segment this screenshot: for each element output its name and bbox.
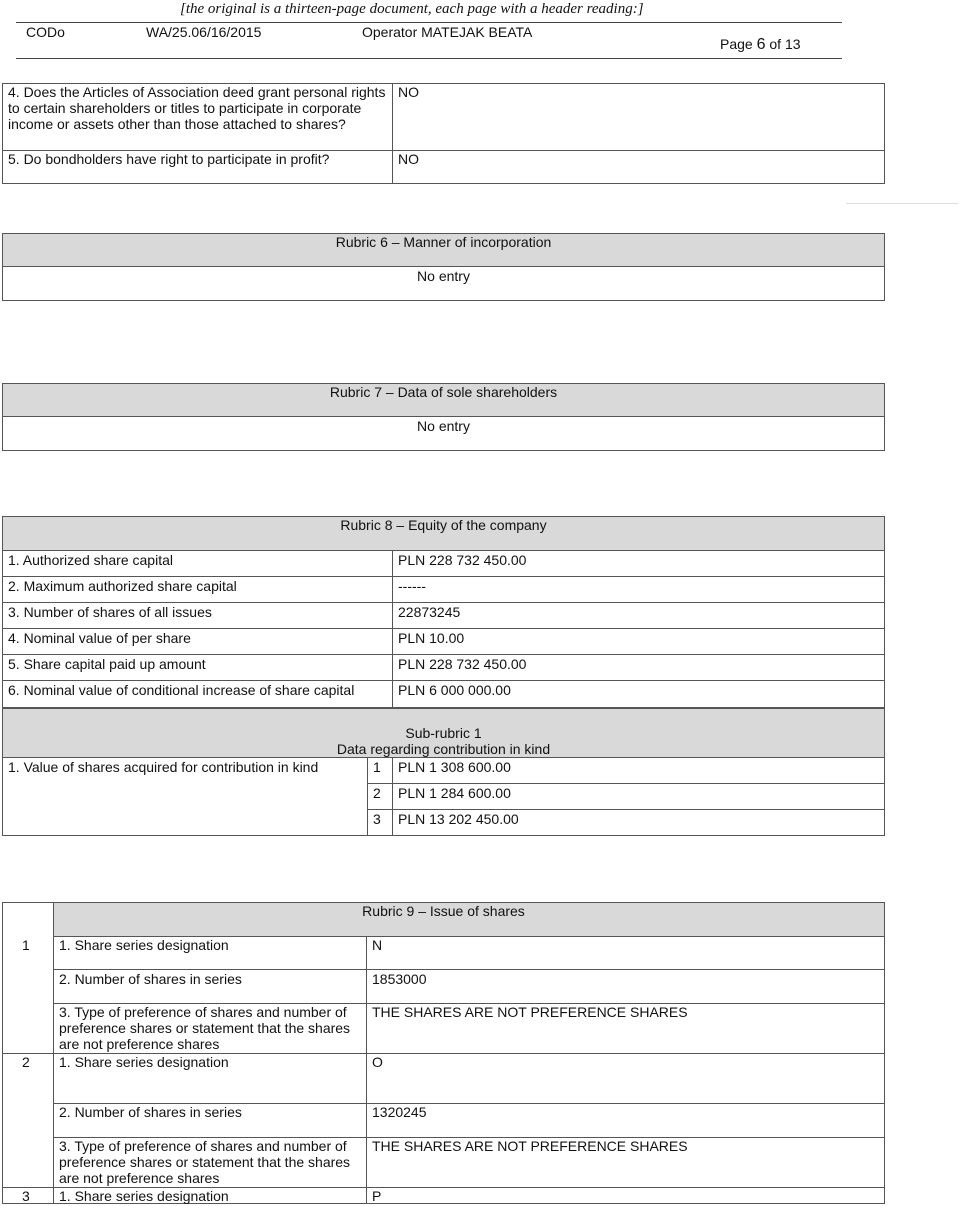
contribution-no-2: 2	[373, 785, 381, 801]
answer-5: NO	[398, 151, 419, 167]
contribution-no-3: 3	[373, 811, 381, 827]
series-2-no: 2	[22, 1054, 30, 1070]
page-number	[720, 36, 801, 54]
equity-label-2: 2. Maximum authorized share capital	[8, 578, 237, 594]
answer-4: NO	[398, 84, 419, 100]
equity-label-1: 1. Authorized share capital	[8, 552, 173, 568]
subrubric1-line-1	[367, 783, 885, 784]
series-2-count: 1320245	[372, 1104, 427, 1120]
equity-value-6: PLN 6 000 000.00	[398, 682, 511, 698]
margin-line	[846, 203, 958, 204]
equity-value-3: 22873245	[398, 604, 461, 620]
contribution-value-3: PLN 13 202 450.00	[398, 811, 519, 827]
equity-label-4: 4. Nominal value of per share	[8, 630, 191, 646]
rubric8-line-5	[2, 680, 885, 681]
translator-note: [the original is a thirteen-page document, each page with a header reading:]	[180, 1, 644, 17]
series-1-count: 1853000	[372, 971, 427, 987]
question-4: 4. Does the Articles of Association deed grant personal rights to certain shareholders or titles to participate in corporate income or assets other than those attached to shares?	[8, 84, 386, 132]
equity-value-2: ------	[398, 578, 426, 594]
equity-value-4: PLN 10.00	[398, 630, 465, 646]
series-1-designation: N	[372, 937, 383, 953]
rubric8-line-4	[2, 654, 885, 655]
page-total: of 13	[769, 36, 801, 52]
series-2-pref: THE SHARES ARE NOT PREFERENCE SHARES	[372, 1138, 688, 1154]
subrubric1-title: Sub-rubric 1	[405, 725, 482, 741]
question-5: 5. Do bondholders have right to participate in profit?	[8, 151, 330, 167]
header-ref: WA/25.06/16/2015	[146, 24, 262, 40]
series-2-designation: O	[372, 1054, 383, 1070]
series-2-designation-label: 1. Share series designation	[59, 1054, 229, 1070]
equity-label-6: 6. Nominal value of conditional increase of share capital	[8, 682, 355, 698]
header-operator: Operator MATEJAK BEATA	[362, 24, 533, 40]
r9-line-1	[53, 969, 885, 970]
series-1-no: 1	[22, 937, 30, 953]
rubric7-title: Rubric 7 – Data of sole shareholders	[329, 384, 558, 400]
contribution-label: 1. Value of shares acquired for contribution in kind	[8, 759, 319, 775]
series-3-no: 3	[22, 1188, 30, 1204]
header-top-rule	[16, 22, 842, 23]
contribution-value-1: PLN 1 308 600.00	[398, 759, 511, 775]
subrubric1-line-2	[367, 809, 885, 810]
rubric8-line-3	[2, 628, 885, 629]
rubric8-divider	[392, 550, 393, 708]
series-2-count-label: 2. Number of shares in series	[59, 1104, 242, 1120]
subrubric1-divider-b	[392, 757, 393, 836]
rubric6-entry: No entry	[417, 268, 470, 284]
contribution-no-1: 1	[373, 759, 381, 775]
contribution-value-2: PLN 1 284 600.00	[398, 785, 511, 801]
series-1-count-label: 2. Number of shares in series	[59, 971, 242, 987]
series-2-pref-label: 3. Type of preference of shares and number of preference shares or statement that the shares are not preference shares	[59, 1138, 351, 1186]
subrubric1-subtitle: Data regarding contribution in kind	[336, 741, 551, 757]
equity-label-3: 3. Number of shares of all issues	[8, 604, 212, 620]
series-3-designation-label: 1. Share series designation	[59, 1188, 229, 1204]
equity-value-5: PLN 228 732 450.00	[398, 656, 527, 672]
rubric8-line-2	[2, 602, 885, 603]
series-1-pref: THE SHARES ARE NOT PREFERENCE SHARES	[372, 1004, 688, 1020]
equity-label-5: 5. Share capital paid up amount	[8, 656, 206, 672]
header-bottom-rule	[16, 58, 842, 59]
subrubric1-divider-a	[367, 757, 368, 836]
rubric9-value-divider	[366, 936, 367, 1204]
page-current: 6	[756, 36, 766, 53]
series-1-designation-label: 1. Share series designation	[59, 937, 229, 953]
rubric5-divider	[392, 83, 393, 184]
page-prefix: Page	[720, 36, 753, 52]
series-3-designation: P	[372, 1188, 382, 1204]
rubric7-entry: No entry	[417, 418, 470, 434]
rubric6-title: Rubric 6 – Manner of incorporation	[335, 234, 552, 250]
rubric8-title: Rubric 8 – Equity of the company	[340, 517, 547, 533]
series-1-pref-label: 3. Type of preference of shares and number of preference shares or statement that the shares are not preference shares	[59, 1004, 351, 1052]
equity-value-1: PLN 228 732 450.00	[398, 552, 527, 568]
rubric9-title: Rubric 9 – Issue of shares	[362, 903, 525, 919]
rubric8-line-1	[2, 576, 885, 577]
header-code: CODo	[26, 24, 65, 40]
